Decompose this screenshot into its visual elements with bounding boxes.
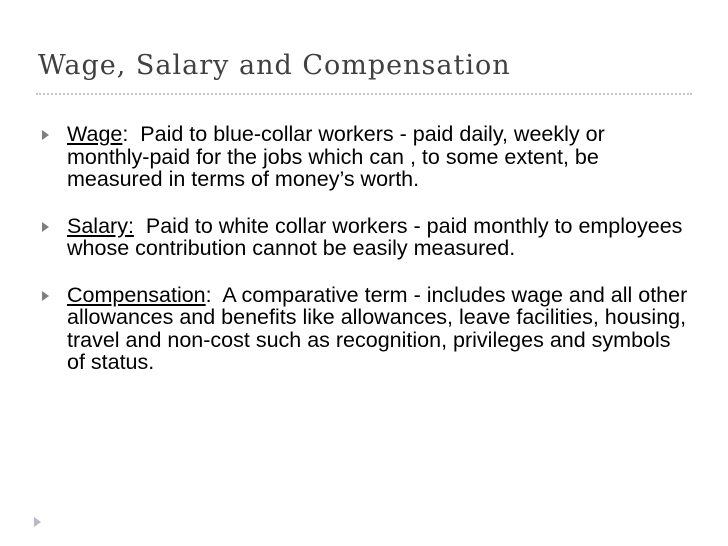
bullet-text: Paid to blue-collar workers - paid daily, weekly or monthly-paid for the jobs which can , to some extent, be measured in terms of money’s worth. <box>67 122 611 191</box>
bullet-separator: : <box>205 282 212 307</box>
slide-title: Wage, Salary and Compensation <box>38 50 511 81</box>
title-divider <box>36 93 692 95</box>
triangle-bullet-icon <box>42 222 49 232</box>
bullet-item-compensation <box>42 284 692 374</box>
bullet-term: Compensation <box>67 282 206 307</box>
bullet-list <box>42 123 692 398</box>
bullet-term: Salary: <box>67 213 134 238</box>
bullet-text: A comparative term - includes wage and all other allowances and benefits like allowances, leave facilities, housing, travel and non-cost such as recognition, privileges and symbols of status. <box>67 282 694 374</box>
bullet-item-salary <box>42 215 692 260</box>
triangle-bullet-icon <box>42 291 49 301</box>
bullet-item-wage <box>42 123 692 191</box>
triangle-bullet-icon <box>42 130 49 140</box>
empty-bullet-icon <box>34 517 41 527</box>
bullet-term: Wage <box>67 122 123 146</box>
bullet-text: Paid to white collar workers - paid monthly to employees whose contribution cannot be easily measured. <box>67 213 689 260</box>
bullet-separator: : <box>122 122 129 146</box>
